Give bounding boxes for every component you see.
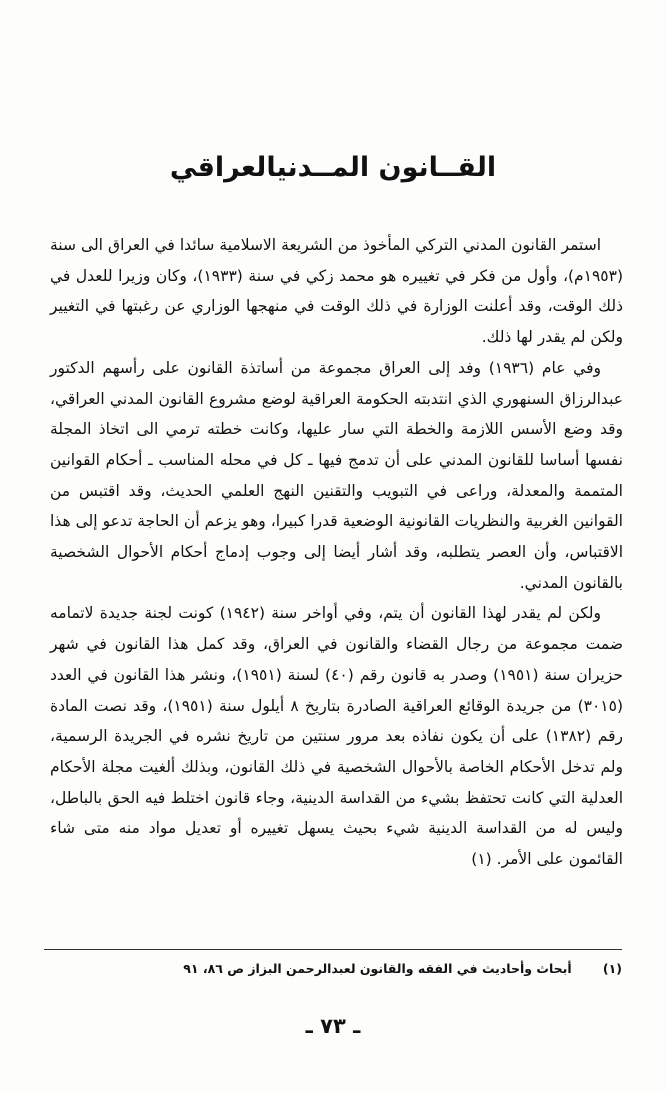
footnote-divider	[44, 949, 622, 950]
chapter-title: القــانون المــدنيالعراقي	[169, 152, 497, 183]
page-number: ـ ٧٣ ـ	[305, 1014, 361, 1038]
paragraph-3: ولكن لم يقدر لهذا القانون أن يتم، وفي أواخر سنة (١٩٤٢) كونت لجنة جديدة لاتمامه ضمت مجموعة من رجال القضاء والقانون في العراق، وقد كمل هذا القانون في شهر حزيران سنة (١٩٥١) وصدر به قانون رقم (٤٠) لسنة (١٩٥١)، ونشر هذا القانون في العدد (٣٠١٥) من جريدة الوقائع العراقية الصادرة بتاريخ ٨ أيلول سنة (١٩٥١)، وقد نصت المادة رقم (١٣٨٢) على أن يكون نفاذه بعد مرور سنتين من تاريخ نشره في الجريدة الرسمية، ولم تدخل الأحكام الخاصة بالأحوال الشخصية في ذلك القانون، وبذلك ألغيت مجلة الأحكام العدلية التي كانت تحتفظ بشيء من القداسة الدينية، وجاء قانون اختلط فيه الحق بالباطل، وليس له من القداسة الدينية شيء بحيث يسهل تغييره أو تعديل مواد منه متى شاء القائمون على الأمر. (١)	[50, 604, 624, 869]
paragraph-2: وفي عام (١٩٣٦) وفد إلى العراق مجموعة من أساتذة القانون على رأسهم الدكتور عبدالرزاق السنهوري الذي انتدبته الحكومة العراقية لوضع مشروع القانون المدني العراقي، وقد وضع الأسس اللازمة والخطة التي سار عليها، وكانت خطته ترمي الى اتخاذ المجلة نفسها أساسا للقانون المدني على أن تدمج فيها ـ كل في محله المناسب ـ أحكام القوانين المتممة والمعدلة، وراعى في التبويب والتقنين النهج العلمي الحديث، وقد اقتبس من القوانين الغربية والنظريات القانونية الوضعية قدرا كبيرا، وهو يزعم أن الحاجة تدعو إلى هذا الاقتباس، وأن العصر يتطلبه، وقد أشار أيضا إلى وجوب إدماج أحكام الأحوال الشخصية بالقانون المدني.	[50, 358, 623, 592]
paragraph-1: استمر القانون المدني التركي المأخوذ من الشريعة الاسلامية سائدا في العراق الى سنة (١٩٥٣م)، وأول من فكر في تغييره هو محمد زكي في سنة (١٩٣٣)، وكان وزيرا للعدل في ذلك الوقت، وقد أعلنت الوزارة في ذلك الوقت في منهجها الوزاري عن رغبتها في التغيير ولكن لم يقدر لها ذلك.	[50, 236, 623, 347]
footnote-text: أبحاث وأحاديث في الفقه والقانون لعبدالرحمن البزاز ص ٨٦، ٩١	[183, 961, 572, 976]
body-text	[50, 230, 623, 875]
footnote-number: (١)	[602, 961, 622, 976]
footnote	[44, 958, 622, 980]
